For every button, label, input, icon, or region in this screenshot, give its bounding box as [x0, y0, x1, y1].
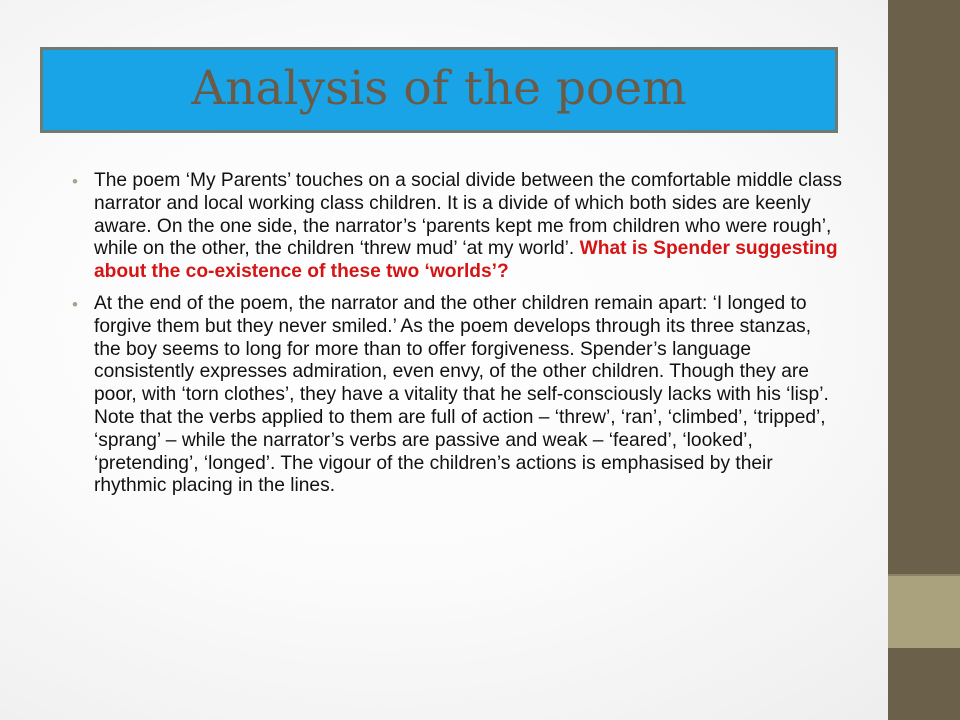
bullet-question: What is Spender suggesting about the co-existence of these two ‘worlds’?	[94, 238, 838, 283]
bullet-list	[72, 170, 842, 507]
title-box	[40, 47, 838, 133]
bullet-icon: •	[72, 294, 78, 314]
bullet-item-2	[72, 293, 842, 498]
bullet-text: The poem ‘My Parents’ touches on a social divide between the comfortable middle class narrator and local working class children. It is a divide of which both sides are keenly aware. On the one side, the narrator’s ‘parents kept me from children who were rough’, while on the other, the children ‘threw mud’ ‘at my world’.	[94, 170, 842, 260]
side-accent-block	[888, 576, 960, 648]
bullet-icon: •	[72, 172, 78, 191]
slide-title: Analysis of the poem	[191, 60, 687, 116]
bullet-text: At the end of the poem, the narrator and the other children remain apart: ‘I longed to forgive them but they never smiled.’ As the poem develops through its three stanzas, the boy seems to long for more than to offer forgiveness. Spender’s language consistently expresses admiration, even envy, of the other children. Though they are poor, with ‘torn clothes’, they have a vitality that he self-consciously lacks with his ‘lisp’. Note that the verbs applied to them are full of action – ‘threw’, ‘ran’, ‘climbed’, ‘tripped’, ‘sprang’ – while the narrator’s verbs are passive and weak – ‘feared’, ‘looked’, ‘pretending’, ‘longed’. The vigour of the children’s actions is emphasised by their rhythmic placing in the lines.	[94, 292, 829, 497]
bullet-item-1	[72, 170, 842, 284]
